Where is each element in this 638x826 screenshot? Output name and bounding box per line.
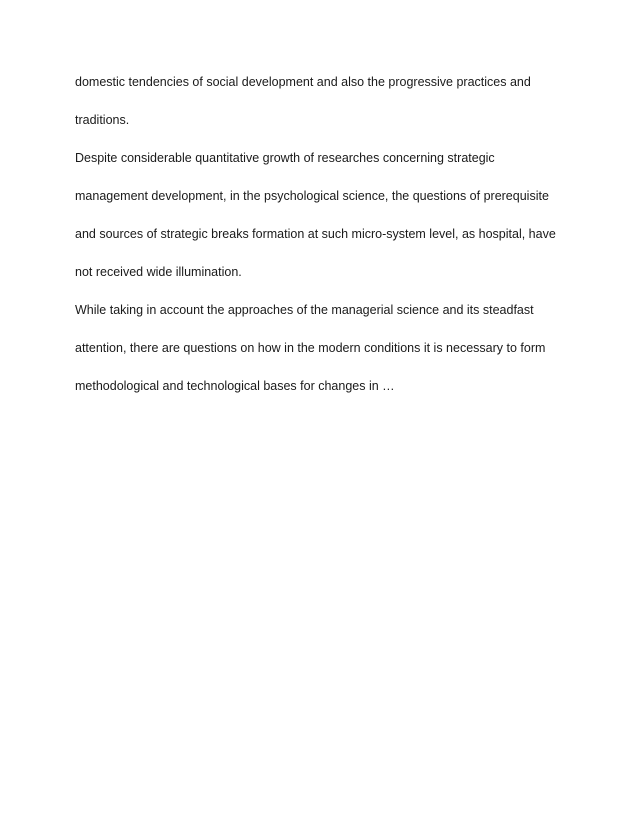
paragraph-1 bbox=[75, 71, 575, 147]
paragraph-3 bbox=[75, 299, 575, 413]
paragraph-2 bbox=[75, 147, 575, 299]
text-line: methodological and technological bases for changes in … bbox=[75, 379, 395, 393]
text-line: attention, there are questions on how in the modern conditions it is necessary to form bbox=[75, 341, 546, 355]
text-line: not received wide illumination. bbox=[75, 265, 242, 279]
text-line: While taking in account the approaches of the managerial science and its steadfast bbox=[75, 303, 534, 317]
text-line: Despite considerable quantitative growth of researches concerning strategic bbox=[75, 151, 495, 165]
document-body bbox=[75, 71, 575, 413]
text-line: and sources of strategic breaks formation at such micro-system level, as hospital, have bbox=[75, 227, 556, 241]
text-line: domestic tendencies of social development and also the progressive practices and bbox=[75, 75, 531, 89]
text-line: traditions. bbox=[75, 113, 130, 127]
text-line: management development, in the psychological science, the questions of prerequisite bbox=[75, 189, 549, 203]
